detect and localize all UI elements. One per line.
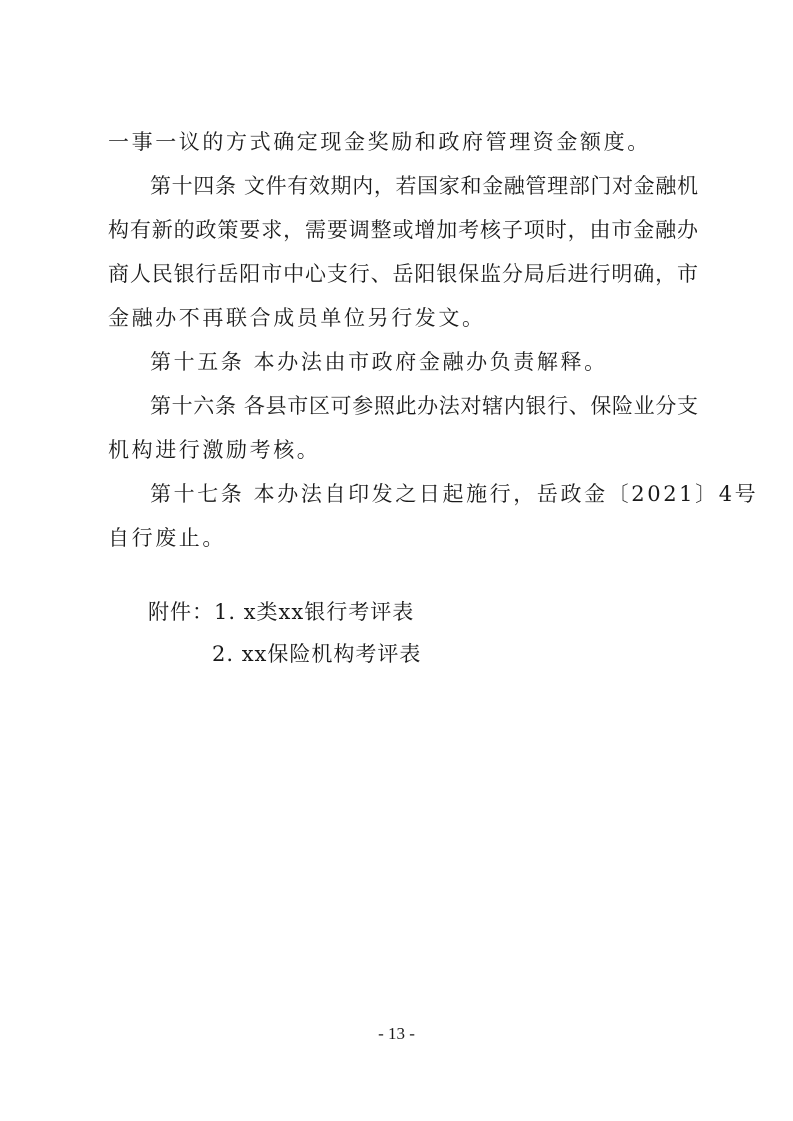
paragraph-line: 构有新的政策要求，需要调整或增加考核子项时，由市金融办 xyxy=(108,218,698,242)
paragraph-line: 商人民银行岳阳市中心支行、岳阳银保监分局后进行明确，市 xyxy=(108,262,698,286)
attachment-first-line xyxy=(148,598,738,626)
paragraph-line: 金融办不再联合成员单位另行发文。 xyxy=(108,306,486,330)
page-number: - 13 - xyxy=(378,1024,415,1043)
attachment-item-2: 2. xx保险机构考评表 xyxy=(212,642,422,666)
article-14-line: 第十四条 文件有效期内，若国家和金融管理部门对金融机 xyxy=(150,174,698,198)
attachment-label: 附件： xyxy=(148,600,214,624)
article-15-line: 第十五条 本办法由市政府金融办负责解释。 xyxy=(150,350,608,374)
paragraph-line: 自行废止。 xyxy=(108,526,226,550)
article-16-line: 第十六条 各县市区可参照此办法对辖内银行、保险业分支 xyxy=(150,394,698,418)
paragraph-line: 机构进行激励考核。 xyxy=(108,438,321,462)
paragraph-line: 一事一议的方式确定现金奖励和政府管理资金额度。 xyxy=(108,130,651,154)
attachment-item-1: 1. x类xx银行考评表 xyxy=(214,600,415,624)
article-17-line: 第十七条 本办法自印发之日起施行，岳政金〔2021〕4号 xyxy=(150,482,759,506)
